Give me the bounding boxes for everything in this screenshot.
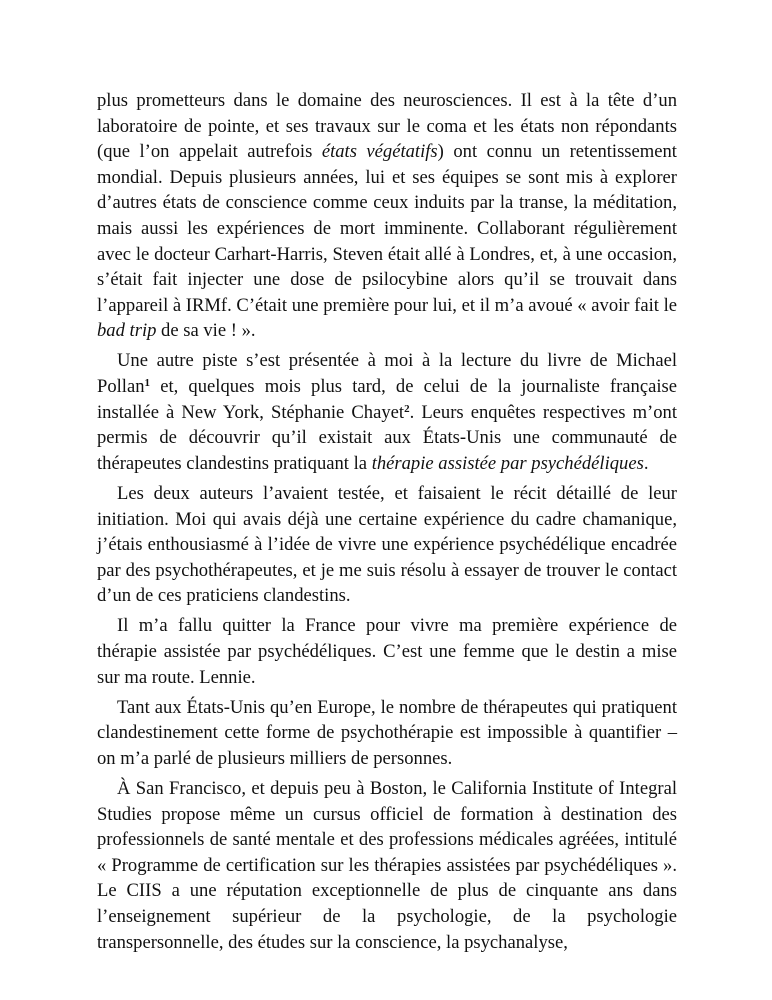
paragraph-1 [97, 88, 677, 344]
italic-term: états végétatifs [321, 141, 438, 163]
text-segment: À San Francisco, et depuis peu à Boston, le California Institute of Integral Studies propose même un cursus officiel de formation à destination des professionnels de santé mentale et des professions médicales agréées, intitulé « Programme de certification sur les thérapies assistées par psychédéliques ». Le CIIS a une réputation exceptionnelle de plus de cinquante ans dans l’enseignement supérieur de la psychologie, de la psychologie transpersonnelle, des études sur la conscience, la psychanalyse, [97, 777, 677, 953]
text-segment: Il m’a fallu quitter la France pour vivre ma première expérience de thérapie assistée par psychédéliques. C’est une femme que le destin a mise sur ma route. Lennie. [97, 615, 677, 688]
paragraph-6 [97, 776, 677, 955]
italic-term: bad trip [97, 320, 157, 342]
paragraph-4 [97, 613, 677, 690]
page-body [97, 88, 677, 960]
text-segment: ) ont connu un retentissement mondial. Depuis plusieurs années, lui et ses équipes se sont mis à explorer d’autres états de conscience comme ceux induits par la transe, la méditation, mais aussi les expériences de mort imminente. Collaborant régulièrement avec le docteur Carhart-Harris, Steven était allé à Londres, et, à une occasion, s’était fait injecter une dose de psilocybine alors qu’il se trouvait dans l’appareil à IRMf. C’était une première pour lui, et il m’a avoué « avoir fait le [97, 141, 677, 316]
paragraph-5 [97, 695, 677, 772]
text-segment: . [643, 452, 649, 474]
paragraph-3 [97, 481, 677, 609]
footnote-marker: 1 [144, 377, 151, 390]
text-segment: Tant aux États-Unis qu’en Europe, le nombre de thérapeutes qui pratiquent clandestinement cette forme de psychothérapie est impossible à quantifier – on m’a parlé de plusieurs milliers de personnes. [97, 696, 677, 769]
text-segment: et, quelques mois plus tard, de celui de la journaliste française installée à New York, Stéphanie Chayet [97, 376, 677, 423]
italic-term: thérapie assistée par psychédéliques [371, 452, 644, 474]
paragraph-2 [97, 348, 677, 476]
text-segment: Les deux auteurs l’avaient testée, et faisaient le récit détaillé de leur initiation. Moi qui avais déjà une certaine expérience du cadre chamanique, j’étais enthousiasmé à l’idée de vivre une expérience psychédélique encadrée par des psychothérapeutes, et je me suis résolu à essayer de trouver le contact d’un de ces praticiens clandestins. [97, 482, 677, 607]
text-segment: de sa vie ! ». [156, 320, 256, 342]
text-segment: plus prometteurs dans le domaine des neurosciences. Il est à la tête d’un laboratoire de pointe, et ses travaux sur le coma et les états non répondants (que l’on appelait autrefois [97, 90, 677, 163]
footnote-marker: 2 [404, 402, 410, 415]
text-segment: Une autre piste s’est présentée à moi à la lecture du livre de Michael Pollan [97, 350, 677, 398]
text-segment: . Leurs enquêtes respectives m’ont permis de découvrir qu’il existait aux États-Unis une communauté de thérapeutes clandestins pratiquant la [97, 401, 677, 474]
